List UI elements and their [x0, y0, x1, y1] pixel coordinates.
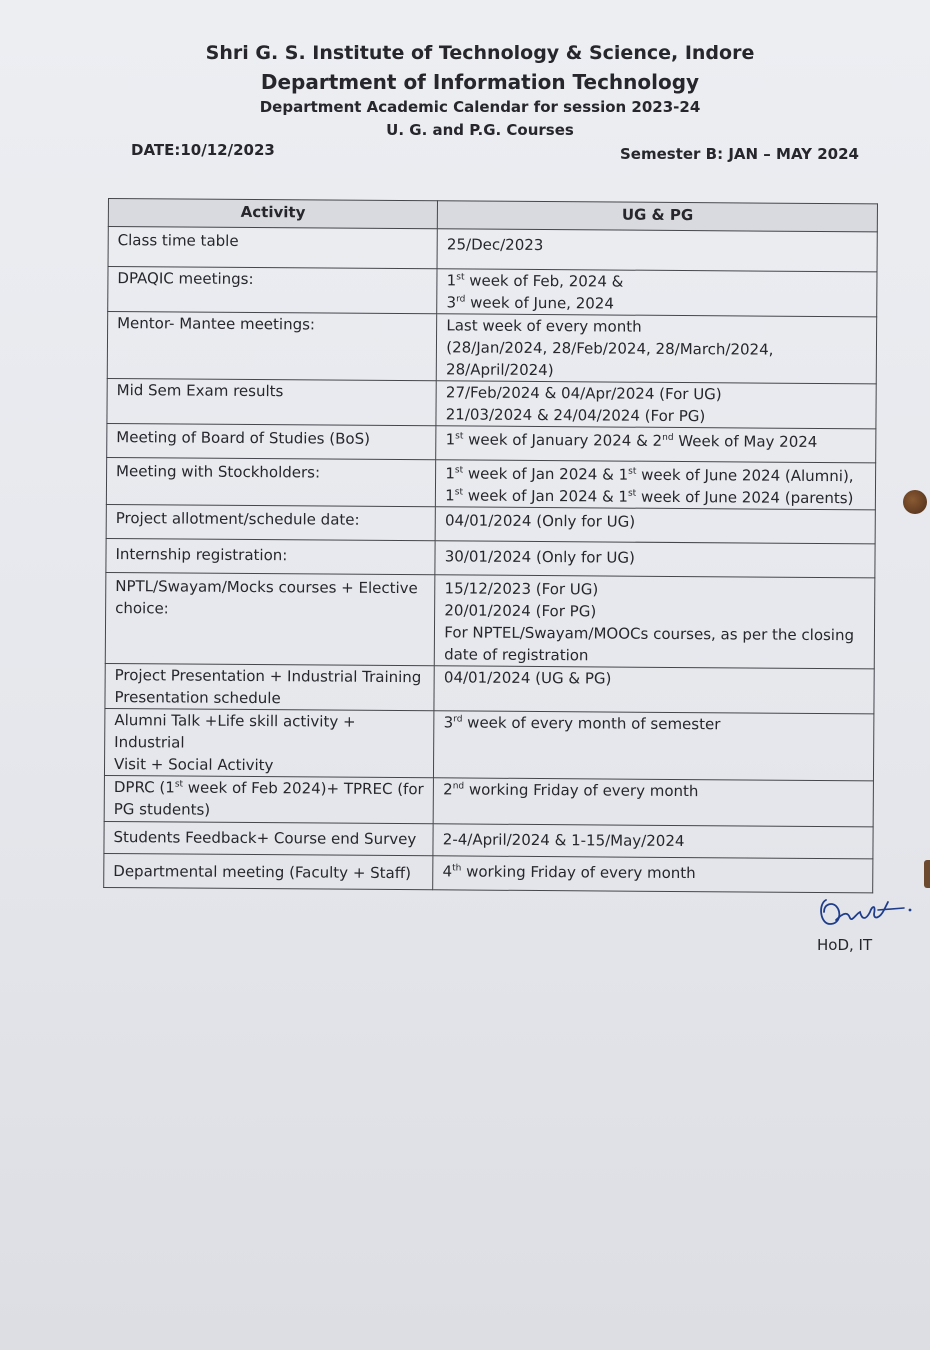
column-header-activity: Activity	[108, 199, 437, 229]
schedule-cell: 04/01/2024 (UG & PG)	[434, 666, 874, 714]
table-row	[106, 504, 875, 543]
activity-cell: Internship registration:	[106, 538, 436, 574]
table-row	[107, 423, 876, 462]
stain-mark	[903, 490, 927, 514]
table-row	[108, 227, 877, 272]
activity-line: PG students)	[113, 800, 211, 819]
schedule-cell: 30/01/2024 (Only for UG)	[435, 541, 875, 578]
schedule-cell: 2nd working Friday of every month	[433, 778, 873, 827]
calendar-table	[103, 198, 878, 893]
schedule-cell: 3rd week of every month of semester	[434, 711, 874, 781]
activity-line: Presentation schedule	[114, 688, 281, 708]
activity-line: Project Presentation + Industrial Training	[114, 666, 422, 687]
activity-cell: Students Feedback+ Course end Survey	[104, 821, 433, 855]
semester-label: Semester B: JAN – MAY 2024	[620, 145, 859, 163]
department-name: Department of Information Technology	[260, 70, 700, 94]
table-row	[106, 538, 875, 577]
table-row	[105, 663, 874, 713]
schedule-line: 1st week of Jan 2024 & 1st week of June 2024 (parents)	[445, 486, 854, 508]
activity-cell: Mid Sem Exam results	[107, 378, 437, 425]
schedule-cell	[435, 575, 875, 669]
activity-line: Visit + Social Activity	[113, 755, 274, 775]
schedule-line: 20/01/2024 (For PG)	[444, 601, 597, 621]
activity-cell	[105, 572, 435, 665]
institute-name: Shri G. S. Institute of Technology & Science, Indore	[205, 42, 755, 64]
schedule-line: For NPTEL/Swayam/MOOCs courses, as per the closing	[444, 623, 855, 645]
schedule-cell	[437, 314, 877, 384]
schedule-cell: 2-4/April/2024 & 1-15/May/2024	[433, 824, 873, 859]
schedule-cell	[437, 269, 877, 317]
activity-cell	[104, 775, 434, 823]
hod-signature	[816, 890, 916, 934]
schedule-line: 27/Feb/2024 & 04/Apr/2024 (For UG)	[445, 383, 722, 404]
schedule-line: 28/April/2024)	[446, 360, 554, 380]
activity-cell: DPAQIC meetings:	[108, 267, 438, 314]
schedule-line: 15/12/2023 (For UG)	[444, 579, 599, 599]
activity-cell	[105, 663, 435, 710]
activity-line: NPTL/Swayam/Mocks courses + Elective	[115, 577, 418, 598]
schedule-cell: 4th working Friday of every month	[433, 856, 873, 893]
activity-line: Alumni Talk +Life skill activity + Industrial	[114, 711, 356, 752]
schedule-line: 21/03/2024 & 24/04/2024 (For PG)	[445, 405, 706, 426]
table-row	[106, 457, 875, 509]
schedule-line: 3rd week of June, 2024	[446, 293, 614, 313]
schedule-line: date of registration	[444, 645, 589, 665]
document-date: DATE:10/12/2023	[131, 141, 275, 159]
schedule-cell: 25/Dec/2023	[437, 229, 877, 272]
schedule-cell	[436, 381, 876, 429]
schedule-cell: 1st week of January 2024 & 2nd Week of May 2024	[436, 426, 876, 463]
table-row	[107, 312, 876, 384]
page-edge-mark	[924, 860, 930, 888]
activity-cell: Meeting with Stockholders:	[106, 457, 436, 506]
table-row	[105, 572, 875, 668]
activity-cell: Project allotment/schedule date:	[106, 504, 436, 540]
activity-cell	[104, 708, 434, 777]
column-header-ug-pg: UG & PG	[438, 201, 878, 232]
schedule-cell: 04/01/2024 (Only for UG)	[435, 507, 875, 544]
schedule-line: 1st week of Feb, 2024 &	[446, 271, 624, 291]
signatory-label: HoD, IT	[817, 936, 873, 954]
table-row	[104, 821, 873, 858]
schedule-cell	[436, 460, 876, 510]
table-row	[104, 708, 873, 780]
schedule-line: (28/Jan/2024, 28/Feb/2024, 28/March/2024,	[446, 338, 774, 359]
schedule-line: Last week of every month	[446, 316, 642, 336]
activity-line: DPRC (1st week of Feb 2024)+ TPREC (for	[113, 778, 424, 799]
activity-line: choice:	[115, 599, 169, 618]
activity-cell: Mentor- Mantee meetings:	[107, 312, 437, 381]
activity-cell: Meeting of Board of Studies (BoS)	[107, 423, 437, 459]
table-row	[107, 378, 876, 428]
courses-line: U. G. and P.G. Courses	[386, 121, 574, 139]
table-row	[104, 775, 873, 826]
table-row	[108, 267, 877, 317]
calendar-title: Department Academic Calendar for session 2023-24	[259, 98, 701, 116]
table-row	[104, 853, 873, 892]
schedule-line: 1st week of Jan 2024 & 1st week of June 2024 (Alumni),	[445, 464, 854, 486]
activity-cell: Departmental meeting (Faculty + Staff)	[104, 853, 434, 889]
activity-cell: Class time table	[108, 227, 438, 269]
